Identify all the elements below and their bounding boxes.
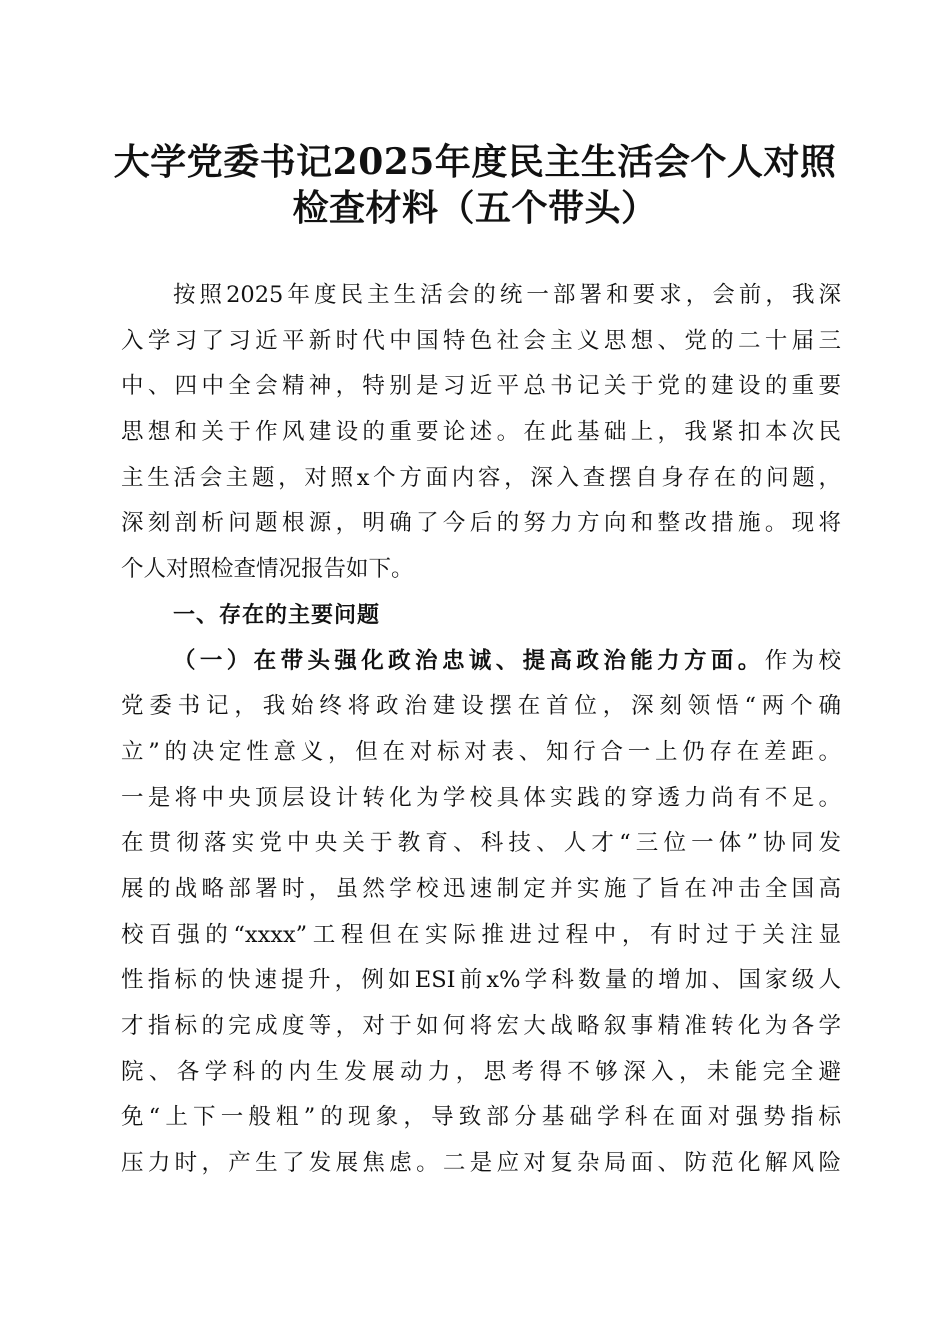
subsection-line: 性指标的快速提升，例如ESI前x%学科数量的增加、国家级人 <box>121 967 841 994</box>
intro-paragraph-line: 深刻剖析问题根源，明确了今后的努力方向和整改措施。现将 <box>121 510 841 537</box>
intro-paragraph-line: 入学习了习近平新时代中国特色社会主义思想、党的二十届三 <box>121 327 841 354</box>
subsection-line: 院、各学科的内生发展动力，思考得不够深入，未能完全避 <box>121 1058 841 1085</box>
intro-paragraph-line: 中、四中全会精神，特别是习近平总书记关于党的建设的重要 <box>121 373 841 400</box>
document-title-line-2: 检查材料（五个带头） <box>292 187 658 229</box>
intro-paragraph-line: 主生活会主题，对照x个方面内容，深入查摆自身存在的问题， <box>121 464 841 491</box>
subsection-line: 一是将中央顶层设计转化为学校具体实践的穿透力尚有不足。 <box>121 784 841 811</box>
intro-paragraph-line: 按照2025年度民主生活会的统一部署和要求，会前，我深 <box>173 282 841 308</box>
subsection-line: 校百强的“xxxx”工程但在实际推进过程中，有时过于关注显 <box>121 921 841 948</box>
subsection-line: 才指标的完成度等，对于如何将宏大战略叙事精准转化为各学 <box>121 1013 841 1039</box>
subsection-line: 展的战略部署时，虽然学校迅速制定并实施了旨在冲击全国高 <box>121 875 841 902</box>
subsection-title: （一）在带头强化政治忠诚、提高政治能力方面。 <box>173 647 765 674</box>
subsection-line: 作为校 <box>764 647 841 674</box>
subsection-line: 免“上下一般粗”的现象，导致部分基础学科在面对强势指标 <box>121 1104 841 1131</box>
subsection-line: 在贯彻落实党中央关于教育、科技、人才“三位一体”协同发 <box>121 830 841 857</box>
subsection-line: 立”的决定性意义，但在对标对表、知行合一上仍存在差距。 <box>121 738 841 765</box>
subsection-line: 党委书记，我始终将政治建设摆在首位，深刻领悟“两个确 <box>121 693 841 720</box>
intro-paragraph-line: 个人对照检查情况报告如下。 <box>121 556 414 583</box>
subsection-line: 压力时，产生了发展焦虑。二是应对复杂局面、防范化解风险 <box>121 1150 841 1177</box>
document-title-line-1: 大学党委书记2025年度民主生活会个人对照 <box>113 141 837 183</box>
intro-paragraph-line: 思想和关于作风建设的重要论述。在此基础上，我紧扣本次民 <box>121 419 841 446</box>
document-body <box>121 273 841 1187</box>
section-heading: 一、存在的主要问题 <box>173 602 381 628</box>
subsection-first-line <box>121 639 841 685</box>
